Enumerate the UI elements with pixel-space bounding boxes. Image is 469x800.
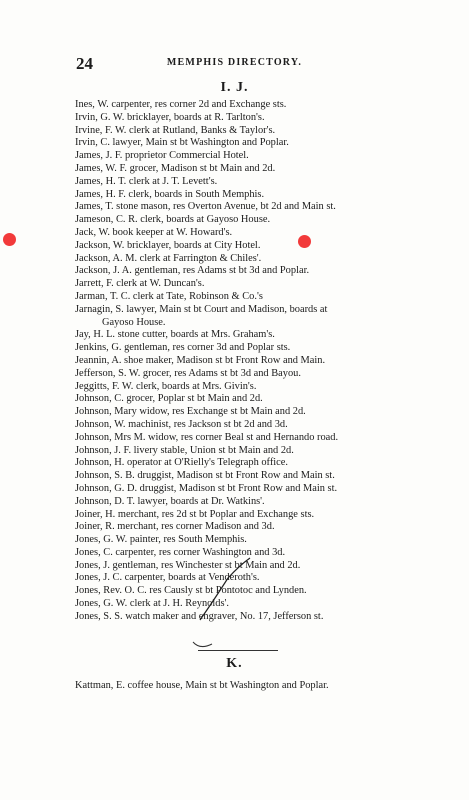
directory-entry: Johnson, S. B. druggist, Madison st bt Front Row and Main st. bbox=[75, 470, 335, 482]
directory-entry: Joiner, H. merchant, res 2d st bt Poplar and Exchange sts. bbox=[75, 508, 315, 520]
directory-entry: Jenkins, G. gentleman, res corner 3d and Poplar sts. bbox=[75, 342, 291, 354]
red-dot-icon bbox=[298, 235, 311, 248]
directory-entry: Irvin, C. lawyer, Main st bt Washington and Poplar. bbox=[75, 137, 289, 149]
directory-entry: Jones, J. C. carpenter, boards at Venderoth's. bbox=[75, 572, 260, 584]
directory-entry: Jackson, W. bricklayer, boards at City Hotel. bbox=[75, 239, 261, 251]
directory-entry-continuation: Gayoso House. bbox=[102, 316, 166, 328]
directory-entry-highlighted: Jack, W. book keeper at W. Howard's. bbox=[75, 226, 233, 238]
directory-entry: Johnson, W. machinist, res Jackson st bt 2d and 3d. bbox=[75, 418, 288, 430]
directory-entry: Jarman, T. C. clerk at Tate, Robinson & Co.'s bbox=[75, 290, 263, 302]
directory-entry: Johnson, C. grocer, Poplar st bt Main and 2d. bbox=[75, 393, 263, 405]
directory-entry: Irvin, G. W. bricklayer, boards at R. Tarlton's. bbox=[75, 111, 265, 123]
directory-entry: Jeggitts, F. W. clerk, boards at Mrs. Givin's. bbox=[75, 380, 257, 392]
directory-entry: James, J. F. proprietor Commercial Hotel. bbox=[75, 150, 249, 162]
directory-entry: Jones, S. S. watch maker and engraver, No. 17, Jefferson st. bbox=[75, 610, 324, 622]
directory-entry: Ines, W. carpenter, res corner 2d and Exchange sts. bbox=[75, 99, 287, 110]
directory-entry: James, H. F. clerk, boards in South Memphis. bbox=[75, 188, 265, 200]
page-number: 24 bbox=[76, 54, 93, 73]
directory-entry: Jameson, C. R. clerk, boards at Gayoso House. bbox=[75, 214, 271, 226]
directory-entry: Johnson, D. T. lawyer, boards at Dr. Watkins'. bbox=[75, 495, 265, 507]
directory-entry: Irvine, F. W. clerk at Rutland, Banks & Taylor's. bbox=[75, 124, 276, 136]
directory-entry: Johnson, H. operator at O'Rielly's Telegraph office. bbox=[75, 457, 288, 469]
section-divider bbox=[198, 650, 278, 651]
directory-entry: Jones, J. gentleman, res Winchester st bt Main and 2d. bbox=[75, 559, 301, 571]
red-dot-icon bbox=[3, 233, 16, 246]
directory-entry: Jackson, A. M. clerk at Farrington & Chiles'. bbox=[75, 252, 262, 264]
directory-entry: Kattman, E. coffee house, Main st bt Washington and Poplar. bbox=[75, 680, 329, 691]
directory-entry: Jarnagin, S. lawyer, Main st bt Court and Madison, boards at bbox=[75, 303, 328, 315]
entries-list-k bbox=[72, 680, 442, 693]
section-heading-k: K. bbox=[226, 656, 243, 671]
directory-entry: Jones, G. W. painter, res South Memphis. bbox=[75, 534, 247, 546]
directory-entry: Joiner, R. merchant, res corner Madison and 3d. bbox=[75, 521, 275, 533]
section-heading-ij: I. J. bbox=[220, 80, 249, 95]
running-title: MEMPHIS DIRECTORY. bbox=[166, 57, 303, 68]
page-header bbox=[0, 54, 469, 74]
directory-entry: Johnson, J. F. livery stable, Union st bt Main and 2d. bbox=[75, 444, 294, 456]
directory-entry: James, W. F. grocer, Madison st bt Main and 2d. bbox=[75, 162, 276, 174]
directory-entry: Jarrett, F. clerk at W. Duncan's. bbox=[75, 278, 205, 290]
directory-entry: Jefferson, S. W. grocer, res Adams st bt 3d and Bayou. bbox=[75, 367, 301, 379]
directory-entry: Jeannin, A. shoe maker, Madison st bt Front Row and Main. bbox=[75, 354, 326, 366]
directory-entry: Johnson, Mary widow, res Exchange st bt Main and 2d. bbox=[75, 406, 306, 418]
pen-stroke-mark bbox=[193, 642, 212, 647]
directory-entry: Jay, H. L. stone cutter, boards at Mrs. Graham's. bbox=[75, 329, 275, 341]
directory-entry: Johnson, Mrs M. widow, res corner Beal st and Hernando road. bbox=[75, 431, 339, 443]
directory-entry: Jones, Rev. O. C. res Causly st bt Pontotoc and Lynden. bbox=[75, 585, 307, 597]
entries-list-ij bbox=[72, 99, 432, 624]
directory-entry: James, T. stone mason, res Overton Avenue, bt 2d and Main st. bbox=[75, 201, 336, 213]
directory-entry: Jackson, J. A. gentleman, res Adams st bt 3d and Poplar. bbox=[75, 265, 310, 277]
directory-entry: Johnson, G. D. druggist, Madison st bt Front Row and Main st. bbox=[75, 482, 338, 494]
directory-entry: Jones, G. W. clerk at J. H. Reynolds'. bbox=[75, 598, 229, 610]
directory-entry: James, H. T. clerk at J. T. Levett's. bbox=[75, 175, 218, 187]
directory-entry: Jones, C. carpenter, res corner Washington and 3d. bbox=[75, 546, 286, 558]
